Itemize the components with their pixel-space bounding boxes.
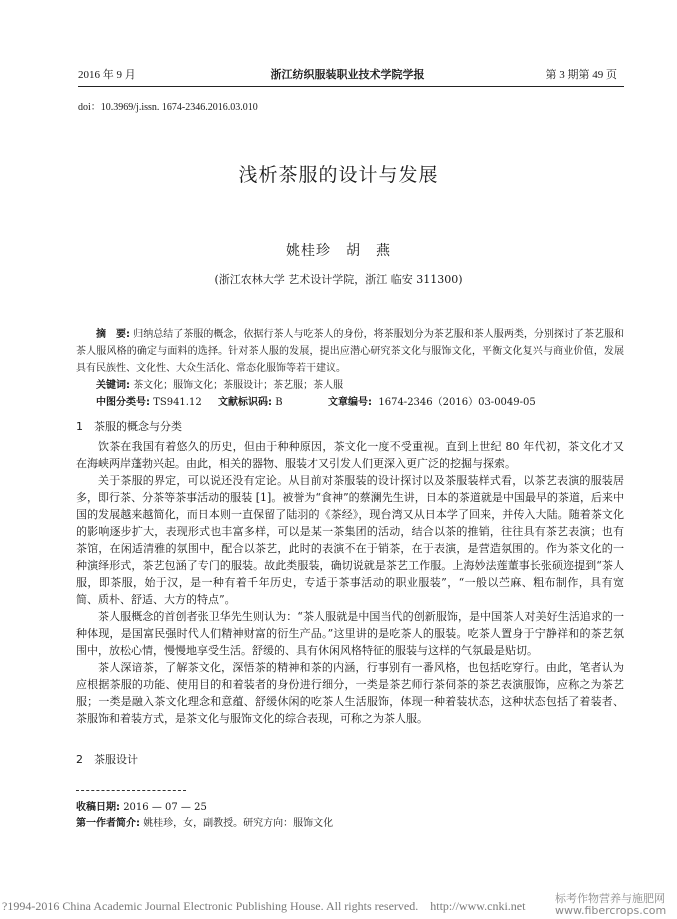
watermark-line-2: www.fibercrops.com xyxy=(555,904,667,917)
abstract-text: 归纳总结了茶服的概念，依据行茶人与吃茶人的身份，将茶服划分为茶艺服和茶人服两类，分别探讨了茶艺服和茶人服风格的确定与面料的选择。针对茶人服的发展，提出应潜心研究茶文化与服饰文化，平衡文化复兴与商业价值，发展具有民族性、文化性、大众生活化、常态化服饰等若干建议。 xyxy=(76,329,624,374)
abstract xyxy=(76,326,624,377)
copyright-footer: ?1994-2016 China Academic Journal Electronic Publishing House. All rights reserved. http://www.cnki.net xyxy=(2,899,526,913)
keywords-label: 关键词: xyxy=(96,380,130,391)
paper-title: 浅析茶服的设计与发展 xyxy=(238,164,439,186)
body-text xyxy=(76,438,624,727)
running-header xyxy=(78,66,617,84)
affiliation: (浙江农林大学 艺术设计学院，浙江 临安 311300) xyxy=(214,273,463,286)
paragraph: 关于茶服的界定，可以说还没有定论。从目前对茶服装的设计探讨以及茶服装样式看，以茶艺表演的服装居多，即行茶、分茶等茶事活动的服装 [1]。被誉为“食神”的蔡澜先生讲，日本的茶道就是中国最早的茶道，后来中国的发展越来越简化，而日本则一直保留了陆羽的《茶经》，现台湾又从日本学了回来，并传入大陆。随着茶文化的影响逐步扩大，表现形式也丰富多样，可以是某一茶集团的活动，结合以茶的推销，往往具有茶艺表演；也有茶馆，在闲适清雅的氛围中，配合以茶艺，此时的表演不在于销茶，在于表演，是营造氛围的。作为茶文化的一种演绎形式，茶艺包涵了专门的服装。故此类服装，确切说就是茶艺工作服。上海妙法莲董事长张硕迩提到“茶人服，即茶服，始于汉，是一种有着千年历史，专适于茶事活动的职业服装”，“一般以苎麻、粗布制作，具有宽简、质朴、舒适、大方的特点”。 xyxy=(76,474,624,606)
doc-value: B xyxy=(275,397,283,408)
doi: doi：10.3969/j.issn. 1674-2346.2016.03.010 xyxy=(78,102,258,113)
art-value: 1674-2346（2016）03-0049-05 xyxy=(378,397,536,408)
doc-label: 文献标识码: xyxy=(218,397,272,408)
section-heading-2: 2 茶服设计 xyxy=(76,753,138,766)
keywords xyxy=(96,376,343,391)
paragraph: 饮茶在我国有着悠久的历史，但由于种种原因，茶文化一度不受重视。直到上世纪 80 年代初，茶文化才又在海峡两岸蓬勃兴起。由此，相关的器物、服装才又引发人们更深入更广泛的挖掘与探索。 xyxy=(76,440,624,470)
footnote-received xyxy=(76,798,207,813)
doc-code xyxy=(218,393,283,408)
clc-value: TS941.12 xyxy=(153,397,202,408)
received-label: 收稿日期: xyxy=(76,802,120,813)
clc-label: 中图分类号: xyxy=(96,397,150,408)
paragraph: 茶人服概念的首创者张卫华先生则认为：“茶人服就是中国当代的创新服饰，是中国茶人对美好生活追求的一种体现，是国富民强时代人们精神财富的衍生产品。”这里讲的是吃茶人的服装。吃茶人置身于宁静祥和的茶艺氛围中，放松心情，慢慢地享受生活。舒缓的、具有休闲风格特征的服装与这样的气氛最是贴切。 xyxy=(76,610,624,657)
paragraph: 茶人深谙茶，了解茶文化，深悟茶的精神和茶的内涵，行事别有一番风格，也包括吃穿行。由此，笔者认为应根据茶服的功能、使用目的和着装者的身份进行细分，一类是茶艺师行茶伺茶的茶艺表演服饰，应称之为茶艺服；一类是融入茶文化理念和意蕴、舒缓休闲的吃茶人生活服饰，体现一种着装状态，这种状态包括了着装者、茶服饰和着装方式，是茶文化与服饰文化的综合表现，可称之为茶人服。 xyxy=(76,661,624,725)
clc-number xyxy=(96,393,202,408)
keywords-text: 茶文化；服饰文化；茶服设计；茶艺服；茶人服 xyxy=(133,380,344,391)
header-date: 2016 年 9 月 xyxy=(78,69,136,81)
authors: 姚桂珍 胡 燕 xyxy=(286,243,391,259)
article-number xyxy=(328,393,536,408)
footnote-author xyxy=(76,814,333,829)
author-bio-label: 第一作者简介: xyxy=(76,818,140,829)
footnote-rule xyxy=(76,790,186,791)
watermark-line-1: 标考作物营养与施肥网 xyxy=(555,892,665,905)
header-issue: 第 3 期第 49 页 xyxy=(545,69,617,81)
site-watermark xyxy=(555,893,666,917)
abstract-label: 摘 要: xyxy=(96,329,131,340)
received-date: 2016 — 07 — 25 xyxy=(123,802,207,813)
section-heading-1: 1 茶服的概念与分类 xyxy=(76,420,182,433)
header-rule xyxy=(78,86,624,87)
art-label: 文章编号: xyxy=(328,397,372,408)
header-journal: 浙江纺织服装职业技术学院学报 xyxy=(270,69,425,81)
author-bio: 姚桂珍，女，副教授。研究方向：服饰文化 xyxy=(143,818,334,829)
